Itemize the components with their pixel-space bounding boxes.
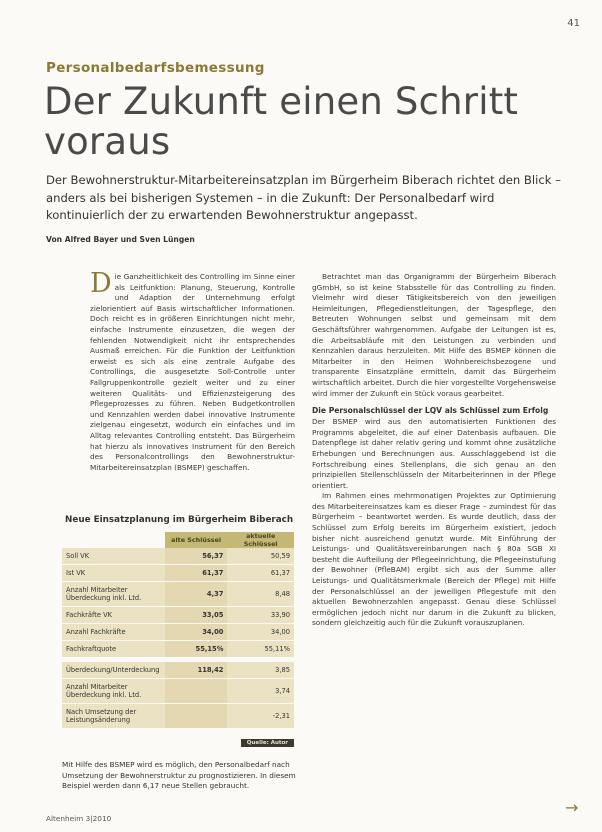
row-label: Anzahl Mitarbeiter Überdeckung inkl. Ltd. <box>62 679 165 704</box>
staffing-table <box>62 532 294 729</box>
dropcap: D <box>90 268 112 299</box>
rubric: Personalbedarfsbemessung <box>46 60 265 76</box>
right-paragraph-1: Betrachtet man das Organigramm der Bürgerheim Biberach gGmbH, so ist keine Stabsstelle für das Controlling zu finden. Vielmehr wird dieser Tätigkeitsbereich von den jeweiligen Heimleitungen, Pflegedienstleitungen, der Tagespflege, den Betreuten Wohnungen selbst und gemeinsam mit dem Geschäftsführer wahrgenommen. Aufgabe der Leitungen ist es, die Arbeitsabläufe mit den Leistungen zu verbinden und Kennzahlen daraus herzuleiten. Mit Hilfe des BSMEP können die Mitarbeiter in den Heimen Wohnbereichsbezogene und transparente Einsatzpläne ermitteln, damit das Bürgerheim wirtschaftlich arbeitet. Durch die hier vorgestellte Vorgehensweise wird immer der Zukunft ein Stück voraus gearbeitet. <box>312 272 556 398</box>
right-paragraph-2: Der BSMEP wird aus den automatisierten Funktionen des Programms abgeleitet, die auf einer Datenbasis aufbauen. Die Datenpflege ist daher relativ gering und kommt ohne zusätzliche Erhebungen und Berechnungen aus. Ausschlaggebend ist die Fortschreibung eines Stellenplans, die sich genau an den prinzipiellen Stellenschlüsseln der Mitarbeiterinnen in der Pflege orientiert. <box>312 417 556 490</box>
table-row <box>62 607 294 624</box>
right-paragraph-3: Im Rahmen eines mehrmonatigen Projektes zur Optimierung des Mitarbeitereinsatzes kam es dieser Frage – zumindest für das Bürgerheim – beantwortet werden. Es wurde deutlich, dass der Schlüssel zum Erfolg bereits im Bürgerheim existiert, jedoch bisher nicht ausreichend genutzt wurde. Mit Einführung der Leistungs- und Qualitätsvereinbarungen nach § 80a SGB XI besteht die Aufteilung der Pflegeeinrichtung, die Pflegeeinstufung der Bewohner (PfleBAM) ergibt sich aus der Summe aller Leistungs- und Qualitätsmerkmale (Bereich der Pflege) mit Hilfe der Personalschlüssel an der jeweiligen Pflegestufe mit den aktuellen Bewohnerzahlen angepasst. Genau diese Schlüssel ermöglichen jedoch nicht nur darum in die Zukunft zu blicken, sondern gleichzeitig auch für die Zukunft vorauszuplanen. <box>312 491 556 628</box>
table-row <box>62 704 294 729</box>
headline: Der Zukunft einen Schritt voraus <box>44 80 519 163</box>
row-value-old: 34,00 <box>165 624 228 641</box>
row-value-current: 3,74 <box>227 679 294 704</box>
source-badge: Quelle: Autor <box>241 739 294 747</box>
table-row <box>62 662 294 679</box>
table-title: Neue Einsatzplanung im Bürgerheim Biberach <box>65 515 294 525</box>
row-value-current: 34,00 <box>227 624 294 641</box>
row-label: Anzahl Fachkräfte <box>62 624 165 641</box>
row-label: Fachkraftquote <box>62 641 165 658</box>
row-value-old: 33,05 <box>165 607 228 624</box>
left-column-text: ie Ganzheitlichkeit des Controlling im Sinne einer als Leitfunktion: Planung, Steuerung, Kontrolle und Adaption der Unternehmung erfolgt zielorientiert auf Basis wirtschaftlicher Informationen. Doch reicht es in größeren Einrichtungen nicht mehr, einfache Instrumente einzusetzen, die wegen der fehlenden Notwendigkeit nicht ihr entsprechendes Ausmaß erreichen. Für die Funktion der Leitfunktion erweist es sich als eine zentrale Aufgabe des Controllings, die ausgesetzte Soll-Controlle unter Fallgruppenkontrolle gezielt weiter und zu einer weiteren Qualitäts- und Effizienzsteigerung des Pflegeprozesses zu führen. Neben Budgetkontrollen und Kennzahlen werden dabei innovative Instrumente zielgenau eingesetzt, wodurch ein einfaches und im Alltag relevantes Controlling entsteht. Das Bürgerheim hat hierzu als innovatives Instrument für den Bereich des Personalcontrollings den Bewohnerstruktur-Mitarbeitereinsatzplan (BSMEP) geschaffen. <box>90 272 295 472</box>
right-column <box>312 272 556 629</box>
row-value-current: 8,48 <box>227 582 294 607</box>
row-value-old: 4,37 <box>165 582 228 607</box>
row-label: Ist VK <box>62 565 165 582</box>
table-row <box>62 582 294 607</box>
row-label: Anzahl Mitarbeiter Überdeckung inkl. Ltd. <box>62 582 165 607</box>
section-subhead: Die Personalschlüssel der LQV als Schlüssel zum Erfolg <box>312 406 549 416</box>
row-value-old: 61,37 <box>165 565 228 582</box>
row-value-old: 55,15% <box>165 641 228 658</box>
table-row <box>62 624 294 641</box>
row-value-old: 56,37 <box>165 548 228 565</box>
authors: Von Alfred Bayer und Sven Lüngen <box>46 235 195 244</box>
row-value-old <box>165 679 228 704</box>
row-value-current: 50,59 <box>227 548 294 565</box>
table-row <box>62 565 294 582</box>
row-value-current: 3,85 <box>227 662 294 679</box>
table-row <box>62 548 294 565</box>
row-value-old: 118,42 <box>165 662 228 679</box>
table-header-current: aktuelle Schlüssel <box>227 532 294 548</box>
table-header-blank <box>62 532 165 548</box>
table-row <box>62 679 294 704</box>
page-number: 41 <box>567 18 580 29</box>
table-source <box>62 729 294 748</box>
row-value-old <box>165 704 228 729</box>
row-label: Überdeckung/Unterdeckung <box>62 662 165 679</box>
row-value-current: 55,11% <box>227 641 294 658</box>
footer: Altenheim 3|2010 <box>46 814 112 823</box>
row-label: Nach Umsetzung der Leistungsänderung <box>62 704 165 729</box>
table-header-old: alte Schlüssel <box>165 532 228 548</box>
table-caption: Mit Hilfe des BSMEP wird es möglich, den Personalbedarf nach Umsetzung der Bewohnerstruktur zu prognostizieren. In diesem Beispiel werden dann 6,17 neue Stellen gebraucht. <box>62 760 296 791</box>
left-column <box>90 268 295 473</box>
row-label: Fachkräfte VK <box>62 607 165 624</box>
continue-arrow-icon: → <box>565 798 579 817</box>
table-row <box>62 641 294 658</box>
row-value-current: 61,37 <box>227 565 294 582</box>
row-label: Soll VK <box>62 548 165 565</box>
lead-text: Der Bewohnerstruktur-Mitarbeitereinsatzplan im Bürgerheim Biberach richtet den Blick – anders als bei bisherigen Systemen – in die Zukunft: Der Personalbedarf wird kontinuierlich der zu erwartenden Bewohnerstruktur angepasst. <box>46 173 561 222</box>
row-value-current: -2,31 <box>227 704 294 729</box>
staffing-table-box <box>62 515 294 748</box>
row-value-current: 33,90 <box>227 607 294 624</box>
